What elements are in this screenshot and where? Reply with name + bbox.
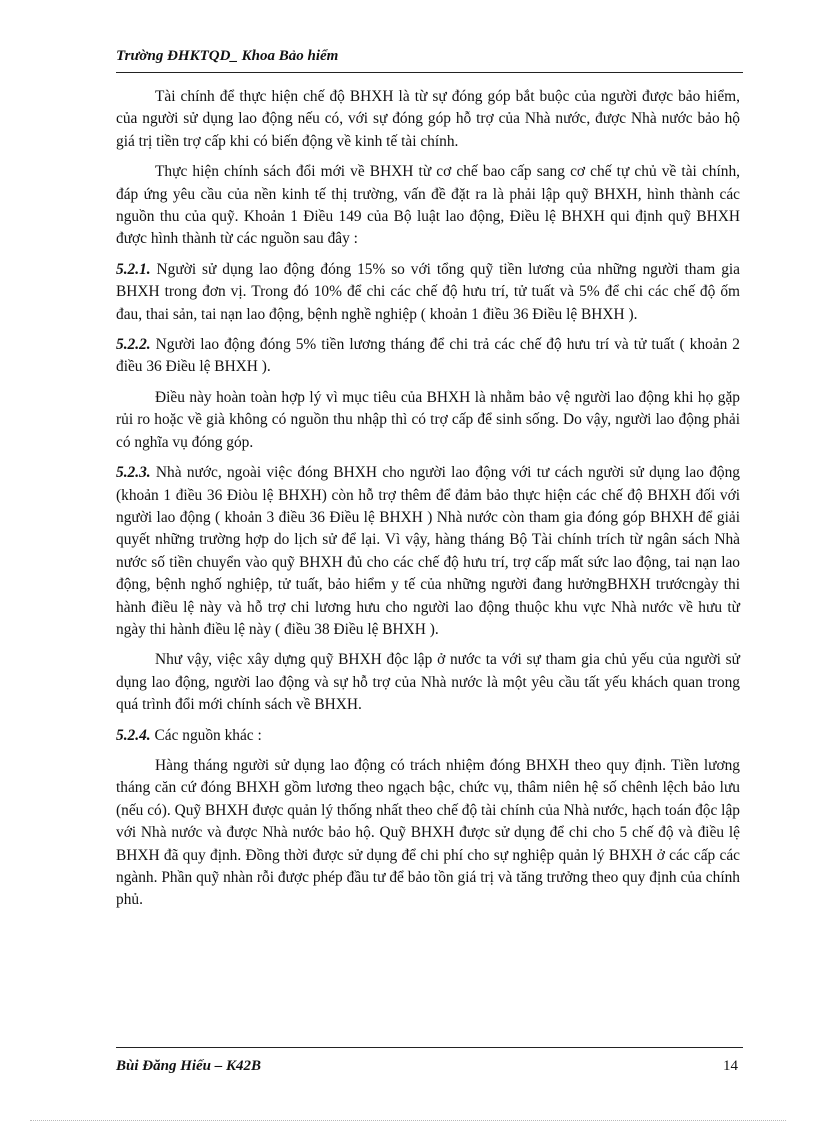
- numbered-paragraph: [116, 334, 740, 379]
- numbered-paragraph: [116, 725, 740, 747]
- section-number: 5.2.4.: [116, 726, 151, 744]
- paragraph: [116, 86, 740, 153]
- page-body: [116, 86, 740, 920]
- paragraph-text: Người lao động đóng 5% tiền lương tháng để chi trả các chế độ hưu trí và tử tuất ( khoản 2 điều 36 Điều lệ BHXH ).: [116, 336, 740, 376]
- header-rule: [116, 72, 743, 73]
- section-number: 5.2.3.: [116, 464, 151, 482]
- footer-rule: [116, 1047, 743, 1048]
- paragraph-text: Người sử dụng lao động đóng 15% so với tổng quỹ tiền lương của những người tham gia BHXH trong đơn vị. Trong đó 10% để chi các chế độ hưu trí, tử tuất và 5% để chi các chế độ ốm đau, thai sản, tai nạn lao động, bệnh nghề nghiệp ( khoản 1 điều 36 Điều lệ BHXH ).: [116, 260, 740, 323]
- paragraph: [116, 387, 740, 454]
- paragraph-text: Nhà nước, ngoài việc đóng BHXH cho người lao động với tư cách người sử dụng lao động (khoản 1 điều 36 Điòu lệ BHXH) còn hỗ trợ thêm để đảm bảo thực hiện các chế độ BHXH đối với người lao động ( khoản 3 điều 36 Điều lệ BHXH ) Nhà nước còn tham gia đóng góp BHXH để giải quyết những trường hợp do lịch sử để lại. Vì vậy, hàng tháng Bộ Tài chính trích từ ngân sách Nhà nước số tiền chuyển vào quỹ BHXH đủ cho các chế độ hưu trí, trợ cấp mất sức lao động, tai nạn lao động, bệnh nghố nghiệp, tử tuất, bảo hiểm y tế của những người đang hưởngBHXH trướcngày thi hành điều lệ này và hỗ trợ chi lương hưu cho người lao động thuộc khu vực Nhà nước về hưu từ ngày thi hành điều lệ này ( điều 38 Điều lệ BHXH ).: [116, 464, 740, 638]
- paragraph: [116, 161, 740, 251]
- page-number: 14: [723, 1058, 738, 1074]
- page-edge: [30, 1120, 786, 1121]
- section-number: 5.2.1.: [116, 260, 151, 278]
- paragraph: [116, 649, 740, 716]
- paragraph-text: Điều này hoàn toàn hợp lý vì mục tiêu của BHXH là nhằm bảo vệ người lao động khi họ gặp rủi ro hoặc về già không có nguồn thu nhập thì có trợ cấp để sinh sống. Do vậy, người lao động phải có nghĩa vụ đóng góp.: [116, 388, 740, 451]
- footer-author: Bùi Đăng Hiếu – K42B: [116, 1058, 262, 1074]
- section-number: 5.2.2.: [116, 336, 151, 354]
- paragraph-text: Tài chính để thực hiện chế độ BHXH là từ sự đóng góp bắt buộc của người được bảo hiểm, của người sử dụng lao động nếu có, với sự đóng góp hỗ trợ của Nhà nước, được Nhà nước bảo hộ giá trị tiền trợ cấp khi có biến động về kinh tế tài chính.: [116, 88, 740, 150]
- paragraph-text: Thực hiện chính sách đổi mới về BHXH từ cơ chế bao cấp sang cơ chế tự chủ về tài chính, đáp ứng yêu cầu của nền kinh tế thị trường, vấn đề đặt ra là phải lập quỹ BHXH, hình thành các nguồn thu của quỹ. Khoản 1 Điều 149 của Bộ luật lao động, Điều lệ BHXH qui định quỹ BHXH được hình thành từ các nguồn sau đây :: [116, 163, 740, 248]
- paragraph-text: Như vậy, việc xây dựng quỹ BHXH độc lập ở nước ta với sự tham gia chủ yếu của người sử dụng lao động, người lao động và sự hỗ trợ của Nhà nước là một yêu cầu tất yếu khách quan trong quá trình đổi mới chính sách về BHXH.: [116, 651, 740, 714]
- numbered-paragraph: [116, 462, 740, 641]
- numbered-paragraph: [116, 259, 740, 326]
- paragraph-text: Các nguồn khác :: [150, 726, 262, 744]
- paragraph-text: Hàng tháng người sử dụng lao động có trách nhiệm đóng BHXH theo quy định. Tiền lương tháng căn cứ đóng BHXH gồm lương theo ngạch bậc, chức vụ, thâm niên hệ số chênh lệch bảo lưu (nếu có). Quỹ BHXH được quản lý thống nhất theo chế độ tài chính của Nhà nước, hạch toán độc lập với Nhà nước và được Nhà nước bảo hộ. Quỹ BHXH được sử dụng để chi cho 5 chế độ và điều lệ BHXH đã quy định. Đồng thời được sử dụng để chi phí cho sự nghiệp quản lý BHXH ở các cấp các ngành. Phần quỹ nhàn rỗi được phép đầu tư để bảo tồn giá trị và tăng trưởng theo quy định của chính phủ.: [116, 756, 740, 909]
- paragraph: [116, 755, 740, 912]
- running-header: Trường ĐHKTQD_ Khoa Bảo hiểm: [116, 48, 339, 64]
